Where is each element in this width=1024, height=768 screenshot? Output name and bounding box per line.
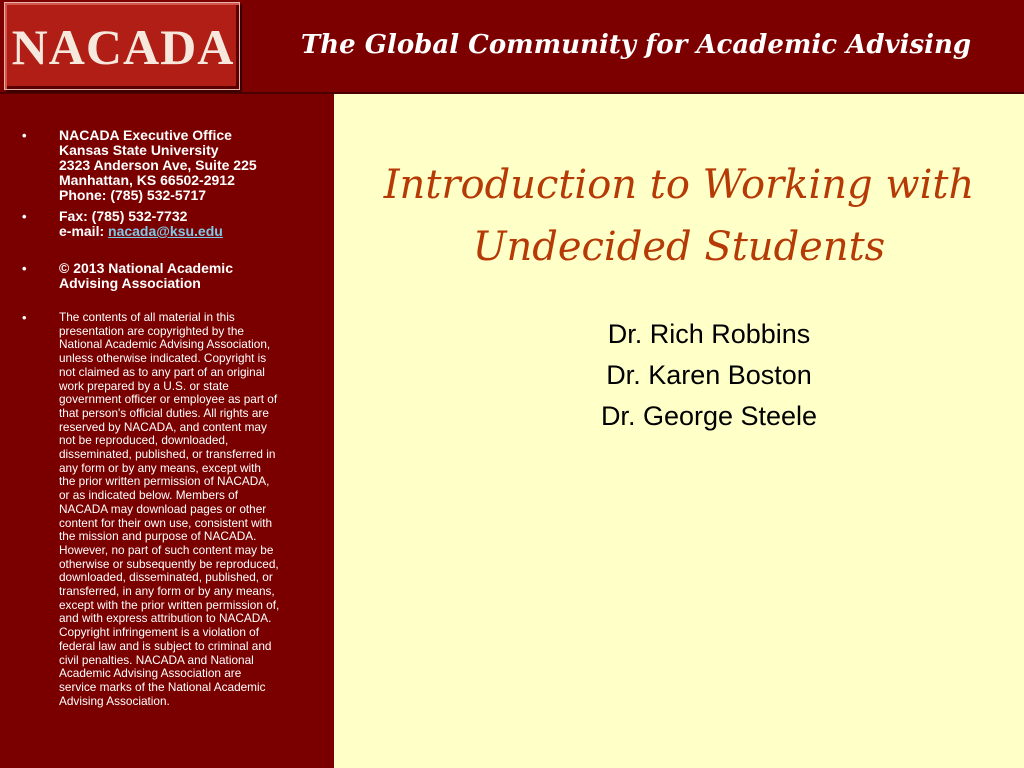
legal-notice-item <box>0 311 334 708</box>
fax-email-item <box>0 209 334 239</box>
legal-line: NACADA may download pages or other <box>59 501 267 516</box>
legal-line: Advising Association. <box>59 693 170 708</box>
legal-line: reserved by NACADA, and content may <box>59 419 267 434</box>
fax-line: Fax: (785) 532-7732 <box>59 208 188 224</box>
copyright-item <box>0 261 334 291</box>
legal-line: service marks of the National Academic <box>59 679 266 694</box>
bullet: • <box>22 209 27 224</box>
contact-list <box>0 128 334 708</box>
legal-line: or as indicated below. Members of <box>59 488 239 503</box>
legal-line: not claimed as to any part of an original <box>59 364 265 379</box>
legal-line: presentation are copyrighted by the <box>59 323 244 338</box>
address-line: Kansas State University <box>59 142 219 158</box>
email-link[interactable]: nacada@ksu.edu <box>108 223 223 239</box>
legal-line: government officer or employee as part of <box>59 392 278 407</box>
address-item <box>0 128 334 203</box>
legal-line: Academic Advising Association are <box>59 666 242 681</box>
address-line: NACADA Executive Office <box>59 127 232 143</box>
bullet: • <box>22 128 27 143</box>
logo-text: NACADA <box>11 19 235 75</box>
legal-line: and with express attribution to NACADA. <box>59 611 272 626</box>
legal-line: work prepared by a U.S. or state <box>59 378 229 393</box>
slide-title <box>334 154 1024 278</box>
author-name: Dr. George Steele <box>600 401 818 431</box>
legal-notice-text <box>59 311 326 708</box>
legal-line: However, no part of such content may be <box>59 542 274 557</box>
tagline: The Global Community for Academic Advising <box>300 30 972 60</box>
email-line <box>59 224 326 239</box>
legal-line: Copyright infringement is a violation of <box>59 625 259 640</box>
legal-line: otherwise or subsequently be reproduced, <box>59 556 279 571</box>
legal-line: the prior written permission of NACADA, <box>59 474 270 489</box>
legal-line: the mission and purpose of NACADA. <box>59 529 257 544</box>
legal-line: National Academic Advising Association, <box>59 337 271 352</box>
header-bar <box>0 0 1024 94</box>
bullet: • <box>22 261 27 276</box>
main-content <box>334 94 1024 768</box>
nacada-logo <box>4 2 240 90</box>
copyright-line: Advising Association <box>59 275 201 291</box>
title-line: Undecided Students <box>472 224 886 270</box>
legal-line: disseminated, published, or transferred in <box>59 447 276 462</box>
title-line: Introduction to Working with <box>383 162 975 208</box>
legal-line: except with the prior written permission of, <box>59 597 280 612</box>
author-list <box>334 314 1024 437</box>
legal-line: downloaded, disseminated, published, or <box>59 570 273 585</box>
legal-line: not be reproduced, downloaded, <box>59 433 229 448</box>
author-name: Dr. Karen Boston <box>606 360 812 390</box>
legal-line: that person's official duties. All rights are <box>59 405 269 420</box>
legal-line: any form or by any means, except with <box>59 460 261 475</box>
address-line: 2323 Anderson Ave, Suite 225 <box>59 157 257 173</box>
bullet: • <box>22 310 27 325</box>
legal-line: unless otherwise indicated. Copyright is <box>59 351 267 366</box>
legal-line: transferred, in any form or by any means, <box>59 584 275 599</box>
phone-line: Phone: (785) 532-5717 <box>59 187 207 203</box>
legal-line: federal law and is subject to criminal and <box>59 638 272 653</box>
legal-line: The contents of all material in this <box>59 310 235 324</box>
legal-line: civil penalties. NACADA and National <box>59 652 254 667</box>
copyright-line: © 2013 National Academic <box>59 260 233 276</box>
sidebar <box>0 94 334 768</box>
email-label: e-mail: <box>59 223 109 239</box>
address-line: Manhattan, KS 66502-2912 <box>59 172 235 188</box>
author-name: Dr. Rich Robbins <box>607 319 811 349</box>
legal-line: content for their own use, consistent with <box>59 515 273 530</box>
